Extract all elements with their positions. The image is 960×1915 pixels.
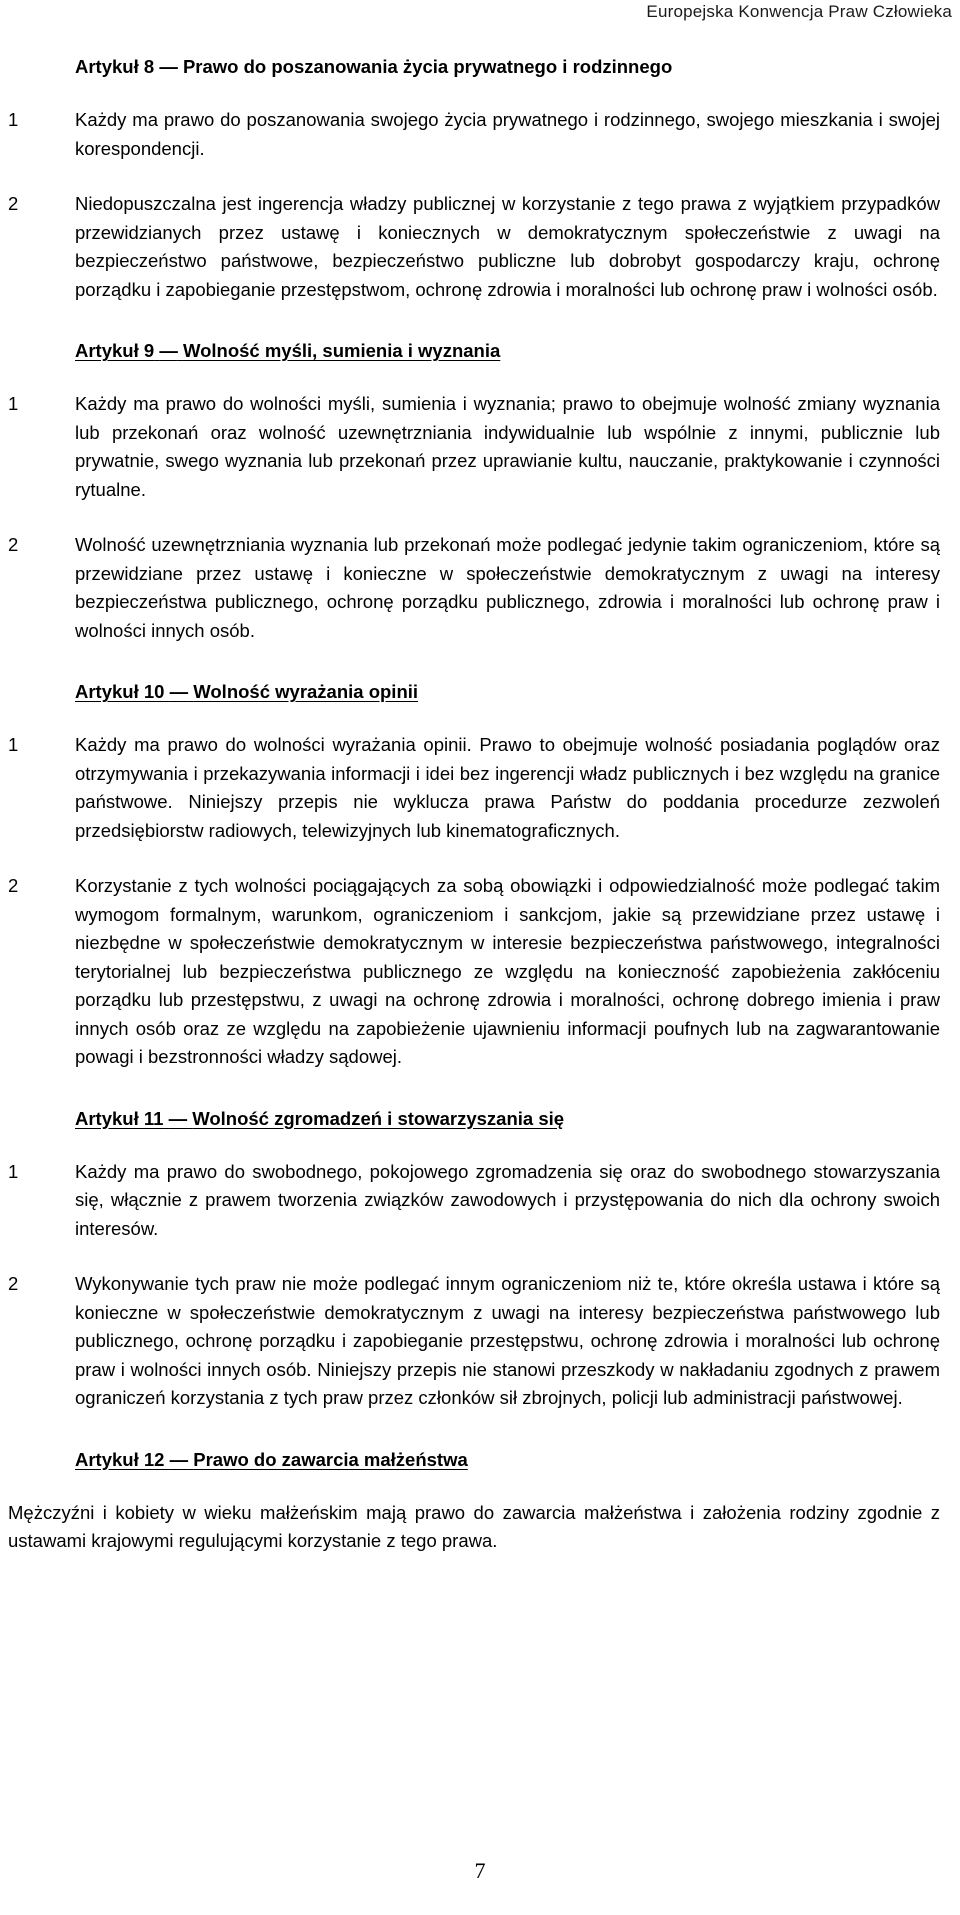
article-number: Artykuł 11 [75,1107,164,1129]
paragraph-number: 1 [8,393,19,414]
article-title [75,54,960,80]
article-9 [0,338,960,645]
paragraph [0,1158,960,1244]
paragraph [0,531,960,645]
paragraph-number: 2 [8,875,19,896]
title-dash: — [159,56,178,77]
paragraph [0,1270,960,1413]
article-heading: Wolność zgromadzeń i stowarzyszania się [192,1107,565,1129]
paragraph-text: Wykonywanie tych praw nie może podlegać innym ograniczeniom niż te, które określa ustawa i które są konieczne w społeczeństwie demokratycznym z uwagi na interesy bezpieczeństwa państwowego lub publicznego, ochronę porządku i zapobieganie przestępstwu, ochronę zdrowia i moralności lub ochronę praw i wolności innych osób. Niniejszy przepis nie stanowi przeszkody w nakładaniu zgodnych z prawem ograniczeń korzystania z tych praw przez członków sił zbrojnych, policji lub administracji państwowej. [75,1273,940,1408]
paragraph-text: Niedopuszczalna jest ingerencja władzy publicznej w korzystanie z tego prawa z wyjątkiem przypadków przewidzianych przez ustawę i koniecznych w demokratycznym społeczeństwie z uwagi na bezpieczeństwo państwowe, bezpieczeństwo publiczne lub dobrobyt gospodarczy kraju, ochronę porządku i zapobieganie przestępstwom, ochronę zdrowia i moralności lub ochronę praw i wolności osób. [75,193,940,300]
running-header: Europejska Konwencja Praw Człowieka [646,2,952,21]
paragraph [0,1499,960,1556]
article-11 [0,1106,960,1413]
document-body [0,54,960,1556]
paragraph-number: 2 [8,1273,19,1294]
article-8 [0,54,960,304]
title-dash: — [169,1448,189,1470]
paragraph-text: Każdy ma prawo do wolności myśli, sumienia i wyznania; prawo to obejmuje wolność zmiany wyznania lub przekonań oraz wolność uzewnętrzniania indywidualnie lub wspólnie z innymi, publicznie lub prywatnie, swego wyznania lub przekonań przez uprawianie kultu, nauczanie, praktykowanie i czynności rytualne. [75,393,940,500]
title-dash: — [168,1107,188,1129]
article-number: Artykuł 9 [75,340,155,361]
paragraph-number: 1 [8,734,19,755]
paragraph-number: 2 [8,534,19,555]
page-number: 7 [474,1858,486,1883]
paragraph [0,731,960,845]
paragraph-text: Każdy ma prawo do poszanowania swojego życia prywatnego i rodzinnego, swojego mieszkania i swojej korespondencji. [75,109,940,159]
article-12 [0,1447,960,1556]
paragraph-text: Korzystanie z tych wolności pociągających za sobą obowiązki i odpowiedzialność może podlegać takim wymogom formalnym, warunkom, ograniczeniom i sankcjom, jakie są przewidziane przez ustawę i niezbędne w społeczeństwie demokratycznym w interesie bezpieczeństwa państwowego, integralności terytorialnej lub bezpieczeństwa publicznego ze względu na konieczność zapobieżenia zakłóceniu porządku lub przestępstwu, z uwagi na ochronę zdrowia i moralności, ochronę dobrego imienia i praw innych osób oraz ze względu na zapobieżenie ujawnieniu informacji poufnych lub na zagwarantowanie powagi i bezstronności władzy sądowej. [75,875,940,1067]
article-number: Artykuł 12 [75,1448,165,1470]
article-title [75,679,960,705]
article-title [75,1106,960,1132]
article-title [75,1447,960,1473]
article-10 [0,679,960,1072]
paragraph-text: Mężczyźni i kobiety w wieku małżeńskim mają prawo do zawarcia małżeństwa i założenia rodziny zgodnie z ustawami krajowymi regulującymi korzystanie z tego prawa. [8,1501,940,1551]
paragraph [0,106,960,163]
paragraph-text: Wolność uzewnętrzniania wyznania lub przekonań może podlegać jedynie takim ograniczeniom, które są przewidziane przez ustawę i konieczne w społeczeństwie demokratycznym z uwagi na interesy bezpieczeństwa publicznego, ochronę porządku publicznego, zdrowia i moralności lub ochronę praw i wolności innych osób. [75,534,940,641]
title-dash: — [169,681,189,702]
article-number: Artykuł 10 [75,681,165,702]
paragraph-text: Każdy ma prawo do swobodnego, pokojowego zgromadzenia się oraz do swobodnego stowarzyszania się, włącznie z prawem tworzenia związków zawodowych i przystępowania do nich dla ochrony swoich interesów. [75,1160,940,1239]
paragraph [0,872,960,1072]
paragraph-number: 1 [8,109,19,130]
article-heading: Wolność wyrażania opinii [193,681,419,702]
article-heading: Wolność myśli, sumienia i wyznania [182,340,501,361]
article-heading: Prawo do poszanowania życia prywatnego i rodzinnego [182,56,673,77]
article-heading: Prawo do zawarcia małżeństwa [193,1448,468,1470]
article-number: Artykuł 8 [75,56,155,77]
article-title [75,338,960,364]
paragraph-number: 1 [8,1160,19,1182]
paragraph [0,390,960,504]
paragraph-number: 2 [8,193,19,214]
title-dash: — [159,340,178,361]
paragraph-text: Każdy ma prawo do wolności wyrażania opinii. Prawo to obejmuje wolność posiadania poglądów oraz otrzymywania i przekazywania informacji i idei bez ingerencji władz publicznych i bez względu na granice państwowe. Niniejszy przepis nie wyklucza prawa Państw do poddania procedurze zezwoleń przedsiębiorstw radiowych, telewizyjnych lub kinematograficznych. [75,734,940,841]
paragraph [0,190,960,304]
